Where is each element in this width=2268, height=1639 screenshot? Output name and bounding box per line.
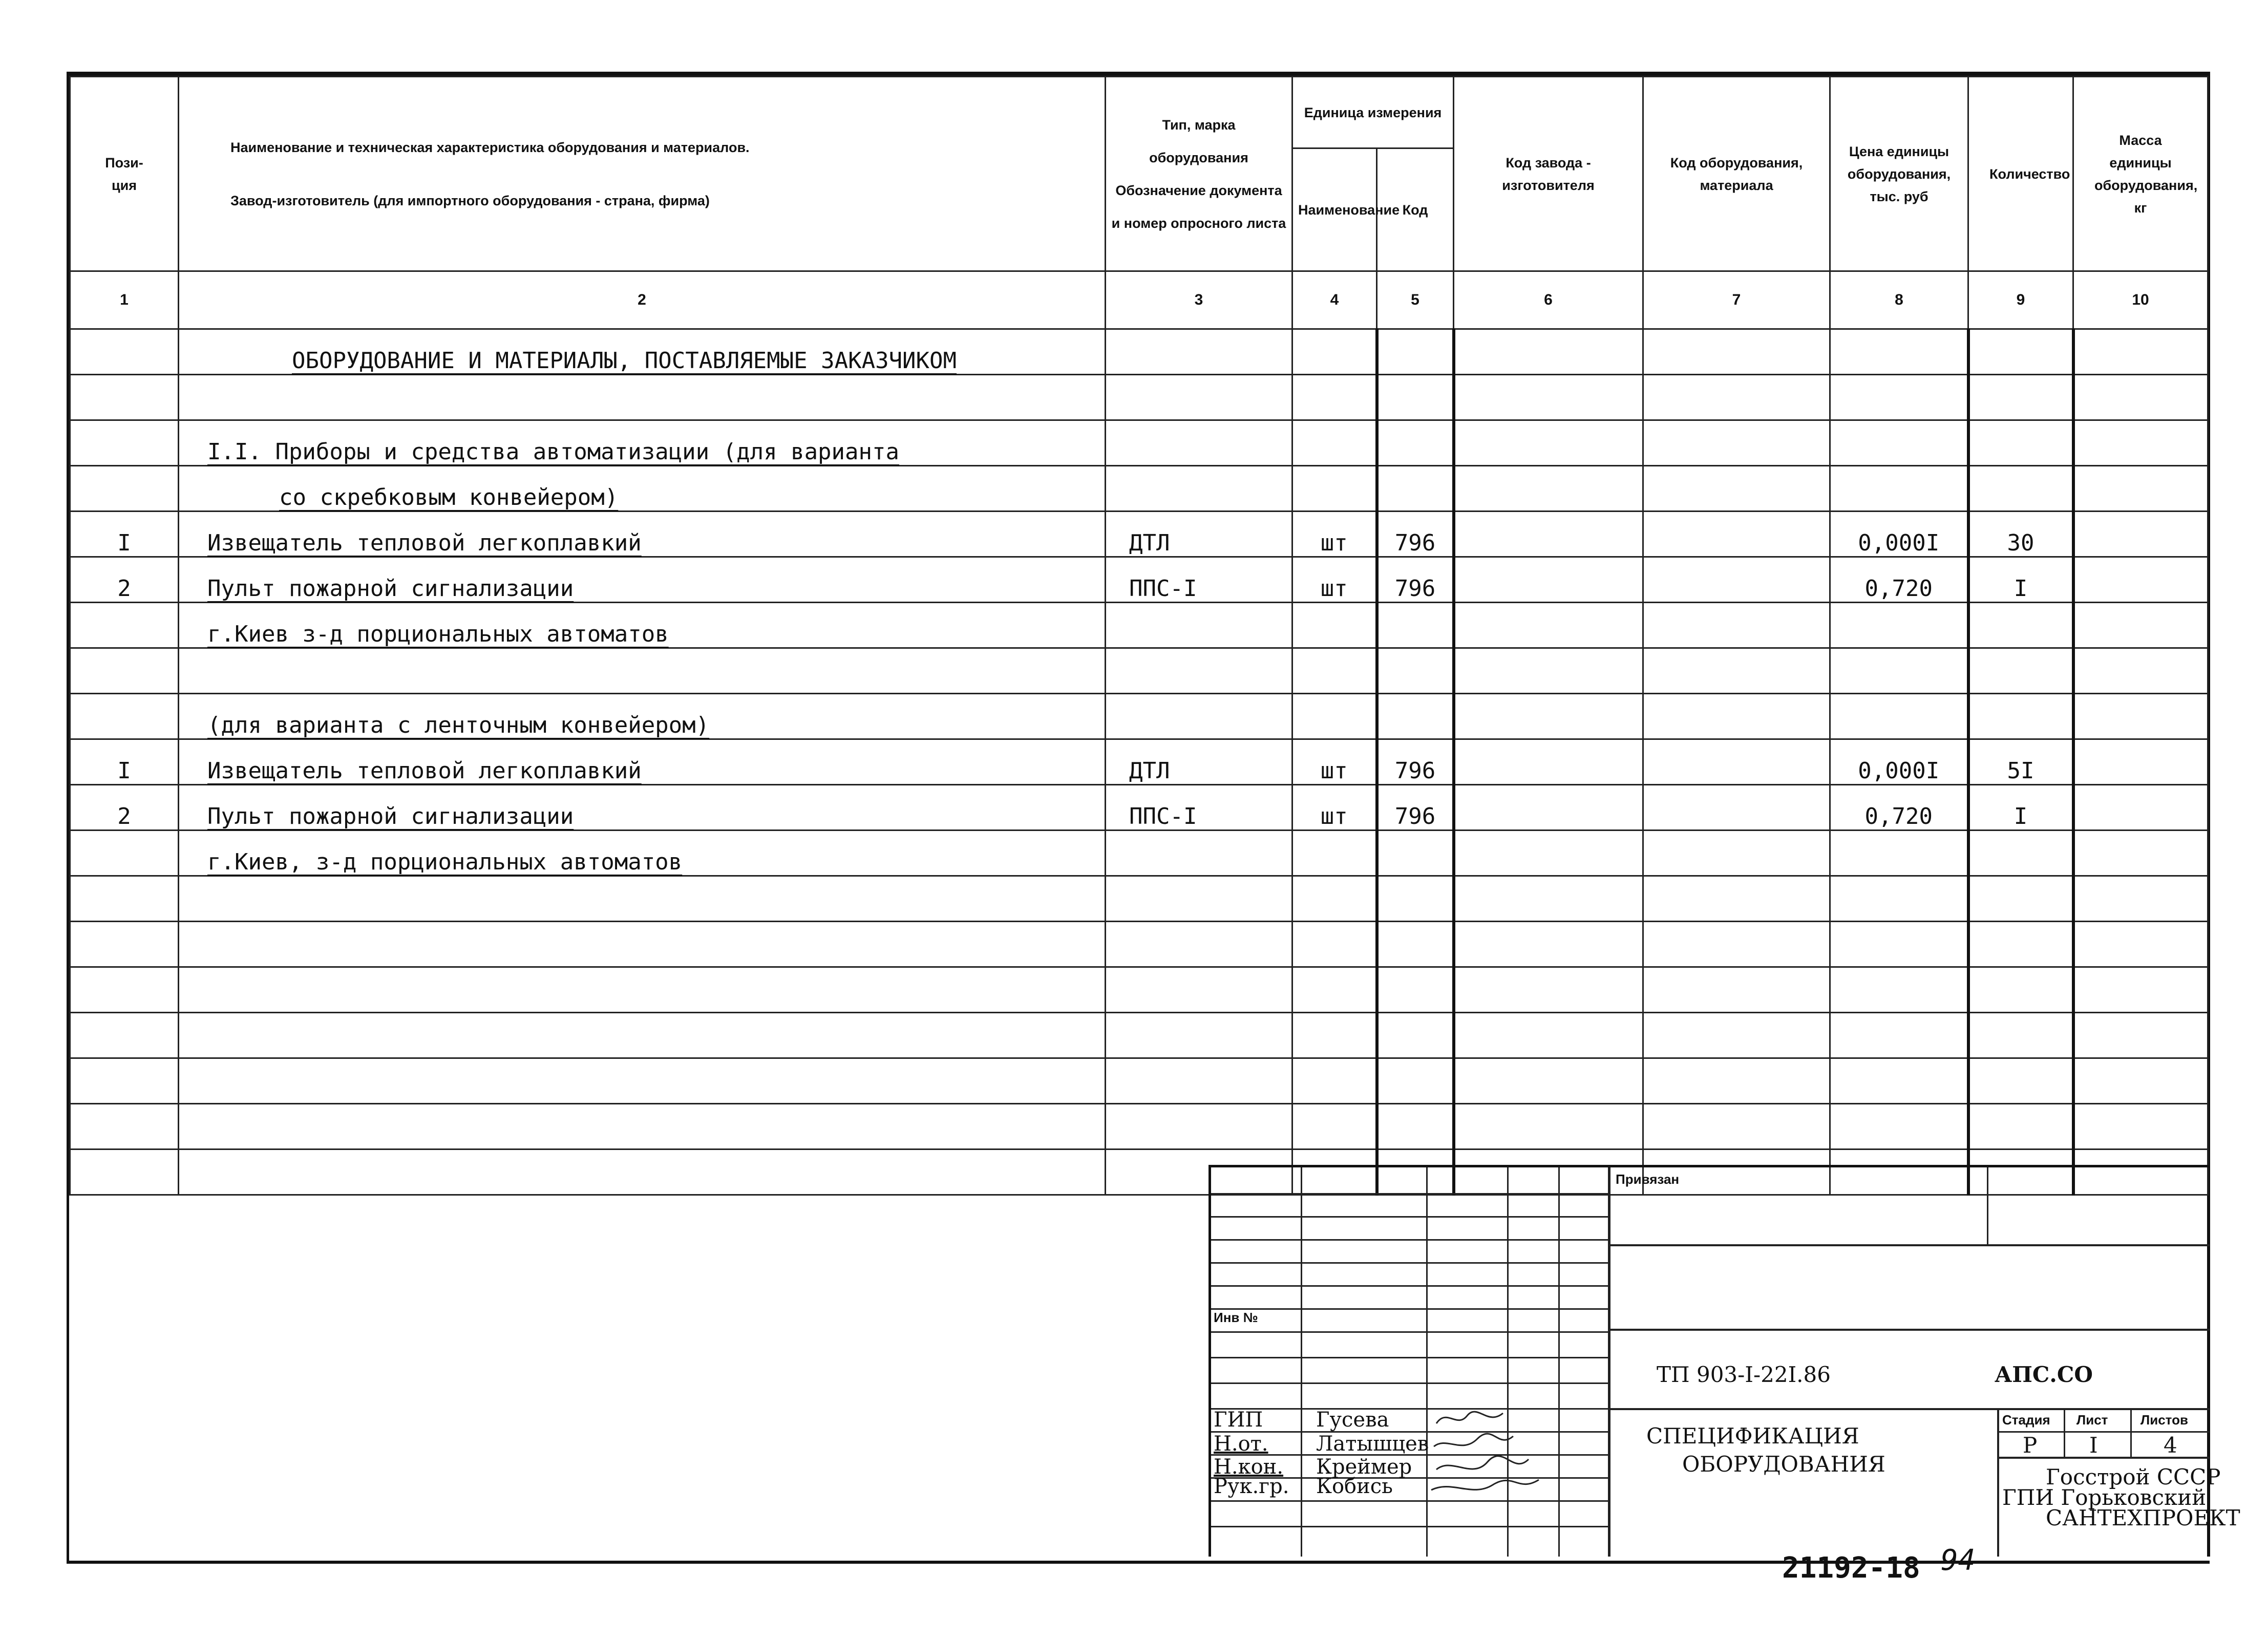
table-cell-col9 — [1968, 329, 2073, 375]
table-cell-col1 — [70, 1150, 179, 1195]
table-cell-col3: ДТЛ — [1106, 512, 1292, 557]
table-cell-col5 — [1377, 694, 1454, 739]
header-quantity: Количество — [1968, 77, 2073, 271]
table-cell-col2: г.Киев з-д порциональных автоматов — [179, 603, 1106, 648]
signer-name-gip: Гусева — [1316, 1408, 1389, 1432]
table-cell-col1 — [70, 466, 179, 512]
stage-label: Стадия — [2002, 1412, 2050, 1428]
table-cell-col8 — [1830, 1013, 1968, 1058]
table-cell-col10 — [2073, 922, 2208, 967]
table-cell-col10 — [2073, 557, 2208, 603]
archive-number: 21192-18 — [1782, 1551, 1920, 1585]
table-cell-col1 — [70, 922, 179, 967]
signer-role-head-dept: Н.от. — [1214, 1432, 1268, 1456]
table-cell-col5 — [1377, 648, 1454, 694]
table-cell-col3 — [1106, 967, 1292, 1013]
table-cell-col10 — [2073, 420, 2208, 466]
table-cell-col7 — [1643, 1104, 1830, 1150]
document-title-line1: СПЕЦИФИКАЦИЯ — [1646, 1423, 1859, 1449]
table-row — [70, 466, 2208, 512]
table-cell-col9 — [1968, 375, 2073, 420]
col-number-4: 4 — [1292, 271, 1377, 329]
header-unit: Единица измерения — [1292, 77, 1454, 148]
table-cell-col3 — [1106, 1058, 1292, 1104]
table-cell-col8: 0,720 — [1830, 785, 1968, 831]
table-cell-col9 — [1968, 831, 2073, 876]
table-cell-col8 — [1830, 420, 1968, 466]
table-cell-col6 — [1454, 1104, 1643, 1150]
table-cell-col4 — [1292, 1104, 1377, 1150]
table-cell-col9 — [1968, 967, 2073, 1013]
table-row — [70, 1058, 2208, 1104]
table-cell-col10 — [2073, 1104, 2208, 1150]
table-cell-col5 — [1377, 375, 1454, 420]
table-cell-col4: шт — [1292, 512, 1377, 557]
table-cell-col6 — [1454, 785, 1643, 831]
col-number-5: 5 — [1377, 271, 1454, 329]
table-cell-col2 — [179, 375, 1106, 420]
table-cell-col5: 796 — [1377, 739, 1454, 785]
table-cell-col4 — [1292, 329, 1377, 375]
table-cell-col2 — [179, 1150, 1106, 1195]
table-cell-col10 — [2073, 876, 2208, 922]
table-cell-col9 — [1968, 922, 2073, 967]
table-cell-col7 — [1643, 375, 1830, 420]
inventory-number-label: Инв № — [1214, 1310, 1258, 1325]
table-cell-col2: Пульт пожарной сигнализации — [179, 785, 1106, 831]
sheets-label: Листов — [2140, 1412, 2188, 1428]
table-cell-col1 — [70, 1013, 179, 1058]
table-cell-col2: Извещатель тепловой легкоплавкий — [179, 512, 1106, 557]
table-cell-col4 — [1292, 375, 1377, 420]
table-cell-col5 — [1377, 603, 1454, 648]
table-cell-col1 — [70, 876, 179, 922]
table-row — [70, 329, 2208, 375]
table-cell-col1: I — [70, 739, 179, 785]
table-cell-col8 — [1830, 694, 1968, 739]
signer-name-norm-control: Креймер — [1316, 1455, 1412, 1479]
table-cell-col2 — [179, 967, 1106, 1013]
title-block — [1209, 1165, 2240, 1557]
table-cell-col7 — [1643, 466, 1830, 512]
table-cell-col4 — [1292, 466, 1377, 512]
table-cell-col4 — [1292, 420, 1377, 466]
signer-role-gip: ГИП — [1214, 1408, 1263, 1432]
table-row — [70, 694, 2208, 739]
table-cell-col7 — [1643, 831, 1830, 876]
table-cell-col3 — [1106, 603, 1292, 648]
table-cell-col2: со скребковым конвейером) — [179, 466, 1106, 512]
privyazan-label: Привязан — [1616, 1172, 1680, 1187]
table-cell-col4 — [1292, 831, 1377, 876]
table-cell-col4 — [1292, 1058, 1377, 1104]
handwritten-signatures — [1426, 1408, 1559, 1505]
table-cell-col9 — [1968, 420, 2073, 466]
table-cell-col3 — [1106, 648, 1292, 694]
table-row — [70, 739, 2208, 785]
table-cell-col10 — [2073, 329, 2208, 375]
table-row — [70, 876, 2208, 922]
table-cell-col4 — [1292, 967, 1377, 1013]
table-cell-col3 — [1106, 694, 1292, 739]
table-cell-col3 — [1106, 329, 1292, 375]
table-cell-col6 — [1454, 831, 1643, 876]
table-cell-col6 — [1454, 967, 1643, 1013]
table-cell-col2: г.Киев, з-д порциональных автоматов — [179, 831, 1106, 876]
page-number: 94 — [1941, 1544, 1976, 1577]
sheet-value: I — [2089, 1433, 2098, 1458]
table-cell-col6 — [1454, 603, 1643, 648]
table-cell-col9 — [1968, 603, 2073, 648]
table-cell-col4 — [1292, 648, 1377, 694]
table-cell-col9 — [1968, 1013, 2073, 1058]
organization-line1: Госстрой СССР — [2046, 1464, 2221, 1489]
table-cell-col10 — [2073, 967, 2208, 1013]
col-number-9: 9 — [1968, 271, 2073, 329]
table-cell-col5: 796 — [1377, 557, 1454, 603]
table-cell-col1 — [70, 648, 179, 694]
table-cell-col6 — [1454, 1013, 1643, 1058]
table-cell-col2: (для варианта с ленточным конвейером) — [179, 694, 1106, 739]
header-equipment-code: Код оборудования, материала — [1643, 77, 1830, 271]
table-row — [70, 557, 2208, 603]
header-name-line1: Наименование и техническая характеристика оборудования и материалов. — [230, 139, 750, 155]
header-mass: Масса единицы оборудования, кг — [2073, 77, 2208, 271]
table-cell-col3 — [1106, 922, 1292, 967]
table-cell-col1: I — [70, 512, 179, 557]
table-cell-col1: 2 — [70, 785, 179, 831]
table-cell-col2 — [179, 922, 1106, 967]
table-cell-col2: I.I. Приборы и средства автоматизации (для варианта — [179, 420, 1106, 466]
table-cell-col8 — [1830, 1058, 1968, 1104]
table-cell-col7 — [1643, 603, 1830, 648]
table-cell-col4 — [1292, 876, 1377, 922]
table-cell-col4 — [1292, 1013, 1377, 1058]
table-cell-col2 — [179, 1104, 1106, 1150]
table-cell-col9: 5I — [1968, 739, 2073, 785]
table-cell-col6 — [1454, 512, 1643, 557]
table-cell-col10 — [2073, 739, 2208, 785]
table-cell-col1 — [70, 420, 179, 466]
table-cell-col9 — [1968, 648, 2073, 694]
organization-line2: ГПИ Горьковский — [2002, 1485, 2207, 1510]
table-cell-col3 — [1106, 1013, 1292, 1058]
header-name-line2: Завод-изготовитель (для импортного оборудования - страна, фирма) — [230, 193, 710, 208]
table-cell-col3 — [1106, 420, 1292, 466]
table-cell-col3 — [1106, 375, 1292, 420]
table-cell-col3 — [1106, 831, 1292, 876]
table-cell-col6 — [1454, 420, 1643, 466]
table-cell-col3: ППС-I — [1106, 557, 1292, 603]
table-cell-col1 — [70, 375, 179, 420]
table-cell-col10 — [2073, 1058, 2208, 1104]
table-cell-col10 — [2073, 375, 2208, 420]
table-cell-col5 — [1377, 329, 1454, 375]
table-row — [70, 967, 2208, 1013]
table-cell-col3: ППС-I — [1106, 785, 1292, 831]
table-cell-col9 — [1968, 876, 2073, 922]
table-cell-col5 — [1377, 1104, 1454, 1150]
table-cell-col7 — [1643, 694, 1830, 739]
table-cell-col5 — [1377, 831, 1454, 876]
table-cell-col8 — [1830, 1104, 1968, 1150]
table-cell-col10 — [2073, 648, 2208, 694]
table-cell-col1 — [70, 603, 179, 648]
table-cell-col7 — [1643, 512, 1830, 557]
table-cell-col9 — [1968, 1104, 2073, 1150]
document-code: ТП 903-I-22I.86 — [1657, 1362, 1831, 1387]
table-cell-col6 — [1454, 1058, 1643, 1104]
table-cell-col3 — [1106, 466, 1292, 512]
table-cell-col6 — [1454, 648, 1643, 694]
table-cell-col9 — [1968, 1058, 2073, 1104]
table-cell-col10 — [2073, 831, 2208, 876]
table-cell-col7 — [1643, 420, 1830, 466]
table-cell-col1 — [70, 694, 179, 739]
signer-role-norm-control: Н.кон. — [1214, 1455, 1284, 1479]
table-cell-col1 — [70, 967, 179, 1013]
table-cell-col7 — [1643, 922, 1830, 967]
table-cell-col8 — [1830, 329, 1968, 375]
table-cell-col3 — [1106, 1104, 1292, 1150]
col-number-6: 6 — [1454, 271, 1643, 329]
signer-name-group-lead: Кобись — [1316, 1475, 1393, 1498]
table-cell-col6 — [1454, 557, 1643, 603]
table-cell-col7 — [1643, 1058, 1830, 1104]
sheet-code: АПС.СО — [1995, 1362, 2093, 1387]
table-cell-col9: 30 — [1968, 512, 2073, 557]
table-cell-col8: 0,000I — [1830, 512, 1968, 557]
col-number-8: 8 — [1830, 271, 1968, 329]
table-row — [70, 648, 2208, 694]
table-cell-col8: 0,000I — [1830, 739, 1968, 785]
table-cell-col3: ДТЛ — [1106, 739, 1292, 785]
table-cell-col4 — [1292, 922, 1377, 967]
table-cell-col2 — [179, 1058, 1106, 1104]
header-factory-code: Код завода - изготовителя — [1454, 77, 1643, 271]
table-cell-col2 — [179, 648, 1106, 694]
table-cell-col5 — [1377, 1058, 1454, 1104]
table-cell-col5 — [1377, 466, 1454, 512]
col-number-3: 3 — [1106, 271, 1292, 329]
table-cell-col5 — [1377, 967, 1454, 1013]
table-cell-col1 — [70, 329, 179, 375]
table-cell-col4 — [1292, 694, 1377, 739]
table-cell-col2: Пульт пожарной сигнализации — [179, 557, 1106, 603]
table-cell-col2 — [179, 876, 1106, 922]
specification-table — [69, 76, 2209, 1196]
table-cell-col5 — [1377, 1013, 1454, 1058]
table-cell-col1 — [70, 831, 179, 876]
table-cell-col7 — [1643, 876, 1830, 922]
table-cell-col8 — [1830, 831, 1968, 876]
header-unit-name: Наименование — [1292, 148, 1377, 271]
table-cell-col7 — [1643, 557, 1830, 603]
table-cell-col7 — [1643, 648, 1830, 694]
document-title-line2: ОБОРУДОВАНИЯ — [1682, 1452, 1885, 1477]
table-row — [70, 420, 2208, 466]
table-cell-col7 — [1643, 739, 1830, 785]
table-cell-col10 — [2073, 603, 2208, 648]
table-cell-col1: 2 — [70, 557, 179, 603]
table-row — [70, 603, 2208, 648]
table-cell-col8 — [1830, 603, 1968, 648]
table-cell-col5: 796 — [1377, 785, 1454, 831]
table-cell-col4: шт — [1292, 557, 1377, 603]
table-row — [70, 922, 2208, 967]
table-cell-col7 — [1643, 785, 1830, 831]
table-cell-col5: 796 — [1377, 512, 1454, 557]
table-cell-col6 — [1454, 466, 1643, 512]
table-cell-col10 — [2073, 512, 2208, 557]
table-cell-col10 — [2073, 1013, 2208, 1058]
header-name — [179, 77, 1106, 271]
table-row — [70, 375, 2208, 420]
table-row — [70, 831, 2208, 876]
col-number-2: 2 — [179, 271, 1106, 329]
table-cell-col6 — [1454, 876, 1643, 922]
table-cell-col5 — [1377, 420, 1454, 466]
table-row — [70, 785, 2208, 831]
stage-value: Р — [2023, 1433, 2038, 1458]
signer-role-group-lead: Рук.гр. — [1214, 1475, 1289, 1498]
table-cell-col8 — [1830, 876, 1968, 922]
table-cell-col2 — [179, 1013, 1106, 1058]
specification-body — [70, 329, 2208, 1195]
table-cell-col6 — [1454, 375, 1643, 420]
table-cell-col8 — [1830, 648, 1968, 694]
organization-line3: САНТЕХПРОЕКТ — [2046, 1505, 2240, 1530]
table-cell-col6 — [1454, 694, 1643, 739]
header-unit-code: Код — [1377, 148, 1454, 271]
signer-name-head-dept: Латышцев — [1316, 1432, 1429, 1456]
table-cell-col7 — [1643, 967, 1830, 1013]
table-row — [70, 512, 2208, 557]
table-row — [70, 1104, 2208, 1150]
table-cell-col6 — [1454, 739, 1643, 785]
header-type: Тип, марка оборудования Обозначение документа и номер опросного листа — [1106, 77, 1292, 271]
table-cell-col4: шт — [1292, 785, 1377, 831]
table-cell-col6 — [1454, 922, 1643, 967]
table-cell-col8: 0,720 — [1830, 557, 1968, 603]
table-cell-col10 — [2073, 694, 2208, 739]
table-cell-col10 — [2073, 785, 2208, 831]
table-cell-col1 — [70, 1058, 179, 1104]
col-number-10: 10 — [2073, 271, 2208, 329]
col-number-7: 7 — [1643, 271, 1830, 329]
table-cell-col8 — [1830, 967, 1968, 1013]
sheets-value: 4 — [2164, 1433, 2177, 1458]
table-cell-col5 — [1377, 922, 1454, 967]
table-cell-col9 — [1968, 694, 2073, 739]
table-cell-col2: Извещатель тепловой легкоплавкий — [179, 739, 1106, 785]
col-number-1: 1 — [70, 271, 179, 329]
table-cell-col1 — [70, 1104, 179, 1150]
header-position: Пози- ция — [70, 77, 179, 271]
table-cell-col4: шт — [1292, 739, 1377, 785]
table-cell-col6 — [1454, 329, 1643, 375]
sheet-label: Лист — [2076, 1412, 2108, 1428]
table-row — [70, 1013, 2208, 1058]
table-cell-col10 — [2073, 466, 2208, 512]
table-cell-col7 — [1643, 329, 1830, 375]
table-cell-col2: ОБОРУДОВАНИЕ И МАТЕРИАЛЫ, ПОСТАВЛЯЕМЫЕ ЗАКАЗЧИКОМ — [179, 329, 1106, 375]
table-cell-col4 — [1292, 603, 1377, 648]
table-cell-col5 — [1377, 876, 1454, 922]
table-cell-col9: I — [1968, 557, 2073, 603]
table-cell-col9: I — [1968, 785, 2073, 831]
table-cell-col7 — [1643, 1013, 1830, 1058]
table-cell-col8 — [1830, 922, 1968, 967]
table-cell-col3 — [1106, 876, 1292, 922]
table-cell-col9 — [1968, 466, 2073, 512]
header-price: Цена единицы оборудования, тыс. руб — [1830, 77, 1968, 271]
table-cell-col8 — [1830, 466, 1968, 512]
table-cell-col8 — [1830, 375, 1968, 420]
